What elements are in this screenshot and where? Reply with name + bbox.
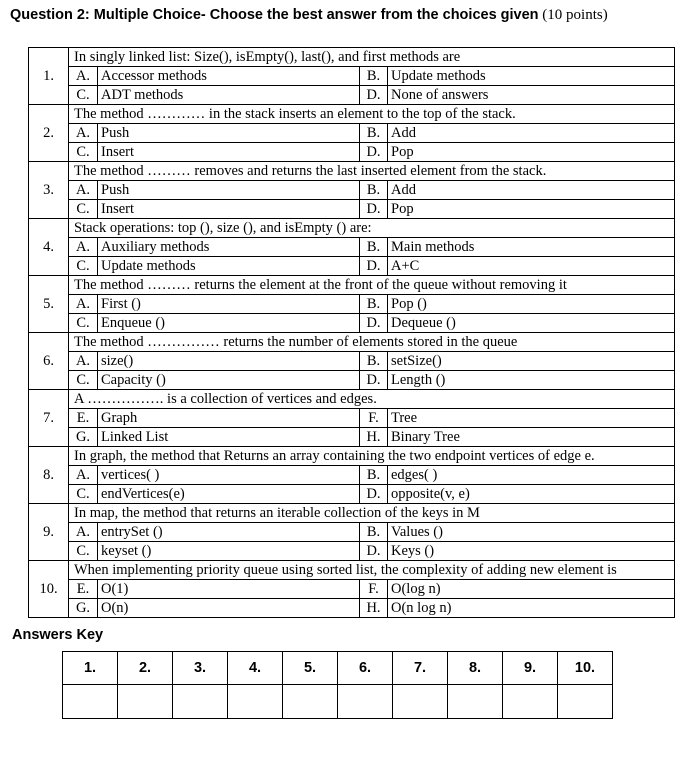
choice-letter: C.: [69, 371, 98, 390]
answer-key-cell[interactable]: [228, 685, 283, 719]
choice-text: keyset (): [98, 542, 360, 561]
question-number: 7.: [29, 390, 69, 447]
choice-letter: D.: [360, 314, 388, 333]
choice-text: opposite(v, e): [388, 485, 675, 504]
choice-text: Binary Tree: [388, 428, 675, 447]
choice-letter: B.: [360, 352, 388, 371]
answer-key-cell[interactable]: [448, 685, 503, 719]
choice-text: Update methods: [98, 257, 360, 276]
choice-letter: F.: [360, 580, 388, 599]
choice-letter: B.: [360, 238, 388, 257]
choice-text: Capacity (): [98, 371, 360, 390]
question-number: 5.: [29, 276, 69, 333]
choice-letter: B.: [360, 295, 388, 314]
question-stem: The method ………… in the stack inserts an element to the top of the stack.: [69, 105, 675, 124]
choice-text: Pop: [388, 143, 675, 162]
choice-letter: C.: [69, 143, 98, 162]
choice-letter: C.: [69, 542, 98, 561]
question-stem: In map, the method that returns an iterable collection of the keys in M: [69, 504, 675, 523]
answer-key-number: 10.: [558, 652, 613, 685]
choice-text: Insert: [98, 200, 360, 219]
choice-row: [29, 485, 675, 504]
question-number: 4.: [29, 219, 69, 276]
choice-letter: E.: [69, 580, 98, 599]
question-stem: Stack operations: top (), size (), and isEmpty () are:: [69, 219, 675, 238]
question-number: 3.: [29, 162, 69, 219]
choice-text: None of answers: [388, 86, 675, 105]
choice-text: Push: [98, 124, 360, 143]
choice-text: Length (): [388, 371, 675, 390]
choice-letter: D.: [360, 200, 388, 219]
answer-key-number: 2.: [118, 652, 173, 685]
choice-letter: D.: [360, 371, 388, 390]
choice-row: [29, 295, 675, 314]
choice-text: Main methods: [388, 238, 675, 257]
choice-row: [29, 257, 675, 276]
choice-letter: C.: [69, 86, 98, 105]
choice-row: [29, 542, 675, 561]
answer-key-cell[interactable]: [393, 685, 448, 719]
answers-key-table: [62, 651, 613, 719]
choice-text: O(n): [98, 599, 360, 618]
answer-key-cell[interactable]: [503, 685, 558, 719]
choice-row: [29, 314, 675, 333]
answer-key-number: 9.: [503, 652, 558, 685]
choice-text: Dequeue (): [388, 314, 675, 333]
choice-text: O(log n): [388, 580, 675, 599]
title-points: (10 points): [542, 7, 608, 23]
choice-text: Pop (): [388, 295, 675, 314]
question-title: [10, 7, 685, 24]
question-stem: In singly linked list: Size(), isEmpty(), last(), and first methods are: [69, 48, 675, 67]
title-text: Question 2: Multiple Choice- Choose the best answer from the choices given: [10, 7, 539, 23]
choice-letter: B.: [360, 523, 388, 542]
answer-key-cell[interactable]: [173, 685, 228, 719]
question-row: [29, 105, 675, 124]
question-stem: The method ……… removes and returns the last inserted element from the stack.: [69, 162, 675, 181]
choice-text: edges( ): [388, 466, 675, 485]
choice-letter: B.: [360, 466, 388, 485]
choice-letter: A.: [69, 124, 98, 143]
question-row: [29, 561, 675, 580]
question-number: 2.: [29, 105, 69, 162]
choice-row: [29, 409, 675, 428]
question-row: [29, 390, 675, 409]
answer-key-number: 1.: [63, 652, 118, 685]
choice-text: First (): [98, 295, 360, 314]
choice-letter: D.: [360, 485, 388, 504]
choice-letter: F.: [360, 409, 388, 428]
choice-letter: A.: [69, 181, 98, 200]
question-row: [29, 447, 675, 466]
question-stem: The method …………… returns the number of elements stored in the queue: [69, 333, 675, 352]
questions-table: [28, 47, 675, 618]
question-number: 9.: [29, 504, 69, 561]
choice-text: Pop: [388, 200, 675, 219]
choice-letter: H.: [360, 599, 388, 618]
choice-row: [29, 124, 675, 143]
question-row: [29, 276, 675, 295]
choice-letter: B.: [360, 124, 388, 143]
choice-letter: A.: [69, 238, 98, 257]
choice-text: Push: [98, 181, 360, 200]
answer-key-number: 7.: [393, 652, 448, 685]
choice-text: O(1): [98, 580, 360, 599]
choice-text: Keys (): [388, 542, 675, 561]
choice-row: [29, 181, 675, 200]
question-row: [29, 219, 675, 238]
question-number: 8.: [29, 447, 69, 504]
answer-key-cell[interactable]: [338, 685, 393, 719]
choice-letter: A.: [69, 352, 98, 371]
choice-row: [29, 599, 675, 618]
choice-row: [29, 428, 675, 447]
choice-letter: D.: [360, 257, 388, 276]
question-number: 1.: [29, 48, 69, 105]
choice-letter: G.: [69, 599, 98, 618]
answer-key-cell[interactable]: [118, 685, 173, 719]
answer-key-number: 8.: [448, 652, 503, 685]
choice-row: [29, 580, 675, 599]
choice-row: [29, 86, 675, 105]
question-stem: A ……………. is a collection of vertices and edges.: [69, 390, 675, 409]
choice-text: ADT methods: [98, 86, 360, 105]
choice-row: [29, 143, 675, 162]
choice-text: Update methods: [388, 67, 675, 86]
choice-row: [29, 466, 675, 485]
choice-text: Enqueue (): [98, 314, 360, 333]
choice-text: Values (): [388, 523, 675, 542]
question-stem: When implementing priority queue using sorted list, the complexity of adding new element is: [69, 561, 675, 580]
choice-letter: B.: [360, 67, 388, 86]
choice-text: Add: [388, 124, 675, 143]
choice-text: Tree: [388, 409, 675, 428]
answer-key-number: 3.: [173, 652, 228, 685]
choice-letter: G.: [69, 428, 98, 447]
answer-key-cell[interactable]: [283, 685, 338, 719]
choice-letter: C.: [69, 314, 98, 333]
choice-text: A+C: [388, 257, 675, 276]
choice-text: size(): [98, 352, 360, 371]
choice-text: endVertices(e): [98, 485, 360, 504]
answers-key-label: Answers Key: [12, 627, 104, 643]
choice-text: Auxiliary methods: [98, 238, 360, 257]
choice-text: Insert: [98, 143, 360, 162]
answer-key-cell[interactable]: [558, 685, 613, 719]
answer-key-cell[interactable]: [63, 685, 118, 719]
choice-text: entrySet (): [98, 523, 360, 542]
choice-text: vertices( ): [98, 466, 360, 485]
choice-letter: A.: [69, 67, 98, 86]
question-stem: The method ……… returns the element at the front of the queue without removing it: [69, 276, 675, 295]
question-row: [29, 48, 675, 67]
choice-letter: A.: [69, 523, 98, 542]
answer-key-number: 6.: [338, 652, 393, 685]
choice-letter: A.: [69, 466, 98, 485]
choice-row: [29, 523, 675, 542]
answer-key-number: 4.: [228, 652, 283, 685]
choice-row: [29, 67, 675, 86]
question-number: 6.: [29, 333, 69, 390]
choice-row: [29, 371, 675, 390]
choice-row: [29, 200, 675, 219]
choice-letter: A.: [69, 295, 98, 314]
choice-letter: C.: [69, 200, 98, 219]
choice-text: Accessor methods: [98, 67, 360, 86]
choice-row: [29, 352, 675, 371]
choice-letter: D.: [360, 542, 388, 561]
question-stem: In graph, the method that Returns an array containing the two endpoint vertices of edge e.: [69, 447, 675, 466]
choice-letter: C.: [69, 485, 98, 504]
choice-letter: H.: [360, 428, 388, 447]
question-number: 10.: [29, 561, 69, 618]
choice-text: Graph: [98, 409, 360, 428]
answer-key-number: 5.: [283, 652, 338, 685]
question-row: [29, 504, 675, 523]
choice-text: Linked List: [98, 428, 360, 447]
choice-text: setSize(): [388, 352, 675, 371]
choice-letter: D.: [360, 143, 388, 162]
question-row: [29, 333, 675, 352]
choice-text: O(n log n): [388, 599, 675, 618]
choice-text: Add: [388, 181, 675, 200]
question-row: [29, 162, 675, 181]
choice-row: [29, 238, 675, 257]
choice-letter: E.: [69, 409, 98, 428]
choice-letter: D.: [360, 86, 388, 105]
choice-letter: B.: [360, 181, 388, 200]
choice-letter: C.: [69, 257, 98, 276]
